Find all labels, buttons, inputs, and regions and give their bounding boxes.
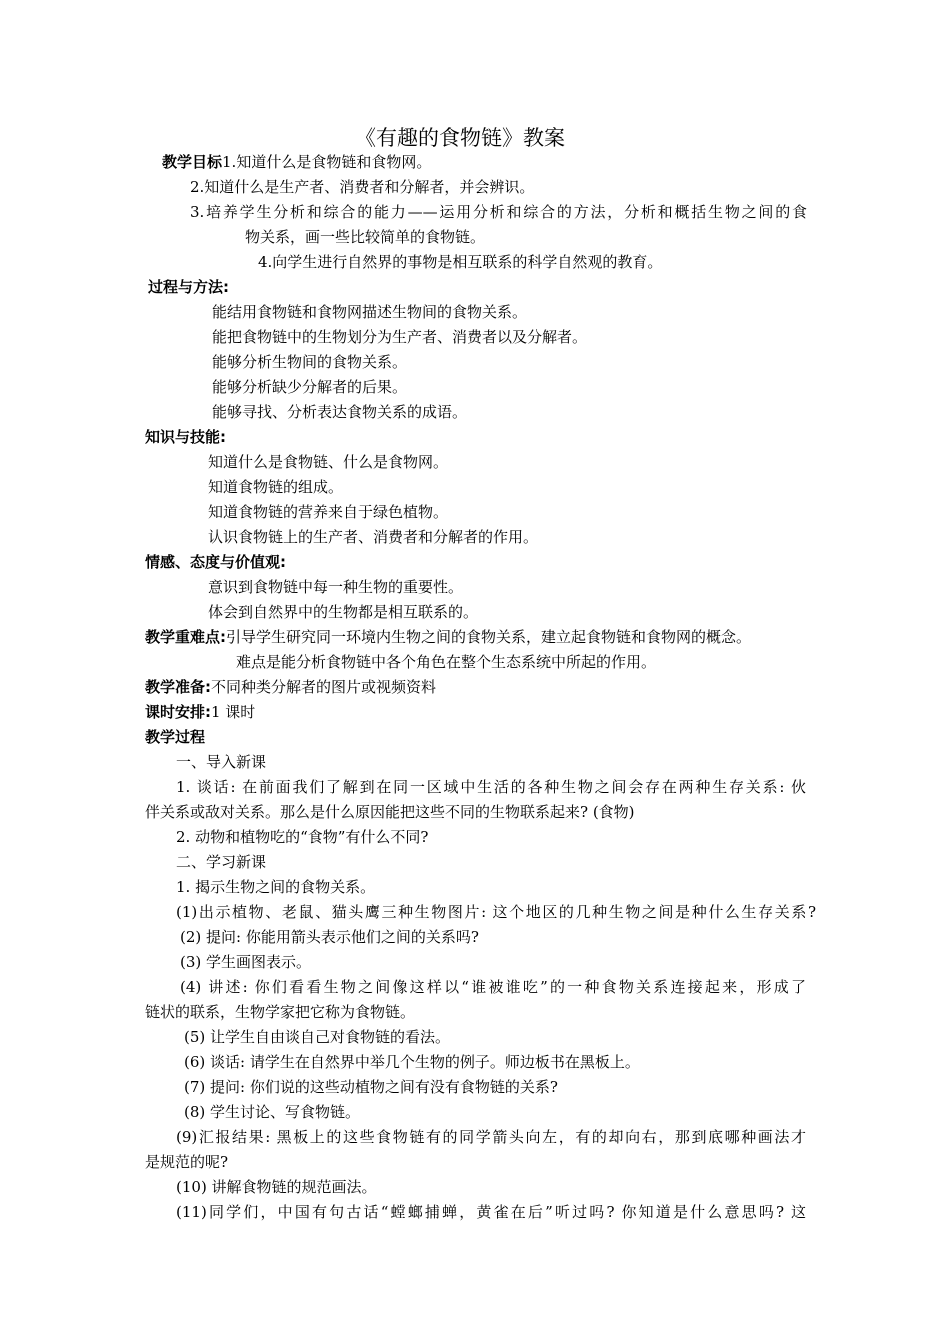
knowledge-skills-label: 知识与技能: (145, 428, 226, 446)
goal-item: 4.向学生进行自然界的事物是相互联系的科学自然观的教育。 (258, 253, 663, 271)
procedure-paragraph: 1. 谈话: 在前面我们了解到在同一区域中生活的各种生物之间会存在两种生存关系: 伙 (176, 778, 806, 796)
teaching-goals-line-1 (162, 152, 431, 172)
step-line: (7) 提问: 你们说的这些动植物之间有没有食物链的关系? (184, 1078, 558, 1096)
knowledge-item: 认识食物链上的生产者、消费者和分解者的作用。 (208, 528, 539, 546)
procedure-paragraph: 2. 动物和植物吃的“食物”有什么不同? (176, 828, 429, 846)
preparation-label: 教学准备: (145, 678, 211, 696)
goal-item: 3.培养学生分析和综合的能力——运用分析和综合的方法，分析和概括生物之间的食 (190, 203, 807, 221)
attitude-item: 体会到自然界中的生物都是相互联系的。 (208, 603, 479, 621)
step-line: 链状的联系，生物学家把它称为食物链。 (145, 1003, 416, 1021)
procedure-paragraph: 1. 揭示生物之间的食物关系。 (176, 878, 376, 896)
step-line: (1)出示植物、老鼠、猫头鹰三种生物图片: 这个地区的几种生物之间是种什么生存关系? (176, 903, 816, 921)
knowledge-item: 知道什么是食物链、什么是食物网。 (208, 453, 449, 471)
step-line: (9)汇报结果: 黑板上的这些食物链有的同学箭头向左，有的却向右，那到底哪种画法才 (176, 1128, 806, 1146)
goal-item: 物关系，画一些比较简单的食物链。 (245, 228, 486, 246)
goal-item: 2.知道什么是生产者、消费者和分解者，并会辨识。 (190, 178, 535, 196)
process-item: 能够分析生物间的食物关系。 (212, 353, 408, 371)
step-line: (10) 讲解食物链的规范画法。 (176, 1178, 377, 1196)
difficulty-text: 难点是能分析食物链中各个角色在整个生态系统中所起的作用。 (236, 653, 657, 671)
preparation-line (145, 677, 436, 697)
step-line: (5) 让学生自由谈自己对食物链的看法。 (184, 1028, 451, 1046)
teaching-goals-label: 教学目标 (162, 153, 223, 171)
step-line: 是规范的呢? (145, 1153, 229, 1171)
attitudes-label: 情感、态度与价值观: (145, 553, 286, 571)
goal-item: 1.知道什么是食物链和食物网。 (222, 153, 432, 171)
preparation-text: 不同种类分解者的图片或视频资料 (211, 678, 437, 696)
schedule-text: 1 课时 (211, 703, 256, 721)
section-heading: 一、导入新课 (176, 753, 267, 771)
key-points-line-1 (145, 627, 751, 647)
schedule-line (145, 702, 255, 722)
process-methods-label: 过程与方法: (148, 278, 229, 296)
knowledge-item: 知道食物链的营养来自于绿色植物。 (208, 503, 449, 521)
step-line: (8) 学生讨论、写食物链。 (184, 1103, 361, 1121)
procedure-label: 教学过程 (145, 728, 206, 746)
page-title: 《有趣的食物链》教案 (355, 126, 565, 150)
procedure-paragraph: 伴关系或敌对关系。那么是什么原因能把这些不同的生物联系起来? (食物) (145, 803, 635, 821)
process-item: 能结用食物链和食物网描述生物间的食物关系。 (212, 303, 528, 321)
step-line: (4) 讲述: 你们看看生物之间像这样以“谁被谁吃”的一种食物关系连接起来，形成了 (180, 978, 806, 996)
schedule-label: 课时安排: (145, 703, 211, 721)
section-heading: 二、学习新课 (176, 853, 267, 871)
attitude-item: 意识到食物链中每一种生物的重要性。 (208, 578, 464, 596)
process-item: 能够寻找、分析表达食物关系的成语。 (212, 403, 468, 421)
key-points-label: 教学重难点: (145, 628, 226, 646)
key-points-text: 引导学生研究同一环境内生物之间的食物关系，建立起食物链和食物网的概念。 (226, 628, 752, 646)
step-line: (11)同学们，中国有句古话“螳螂捕蝉，黄雀在后”听过吗? 你知道是什么意思吗? 这 (176, 1203, 806, 1221)
process-item: 能把食物链中的生物划分为生产者、消费者以及分解者。 (212, 328, 588, 346)
process-item: 能够分析缺少分解者的后果。 (212, 378, 408, 396)
step-line: (2) 提问: 你能用箭头表示他们之间的关系吗? (180, 928, 479, 946)
step-line: (6) 谈话: 请学生在自然界中举几个生物的例子。师边板书在黑板上。 (184, 1053, 640, 1071)
step-line: (3) 学生画图表示。 (180, 953, 312, 971)
knowledge-item: 知道食物链的组成。 (208, 478, 344, 496)
